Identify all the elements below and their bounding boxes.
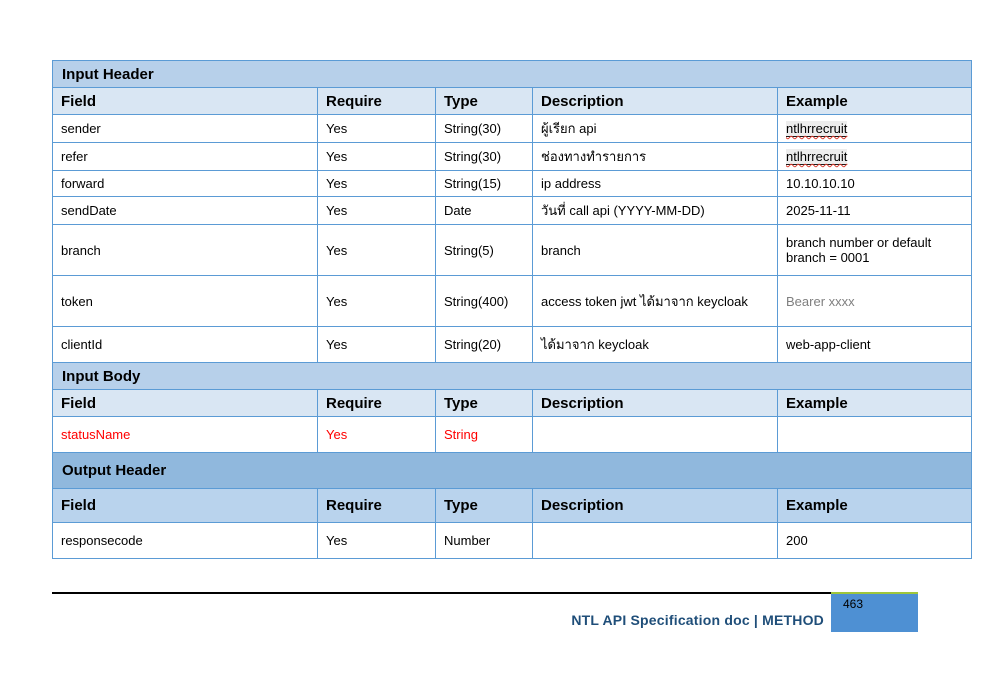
table-row [53, 276, 972, 327]
column-header-type: Type [436, 88, 533, 115]
cell-field: sender [53, 115, 318, 143]
cell-description [533, 523, 778, 559]
cell-example: branch number or default branch = 0001 [778, 225, 972, 276]
table-row [53, 327, 972, 363]
section-title-output-header: Output Header [53, 453, 972, 489]
cell-require: Yes [318, 417, 436, 453]
cell-type: String(400) [436, 276, 533, 327]
example-value: Bearer xxxx [786, 293, 855, 309]
cell-require: Yes [318, 276, 436, 327]
footer-title: NTL API Specification doc | METHOD [571, 612, 824, 628]
cell-description: branch [533, 225, 778, 276]
cell-require: Yes [318, 115, 436, 143]
cell-example [778, 115, 972, 143]
cell-type: String [436, 417, 533, 453]
spec-table-body [53, 61, 972, 559]
cell-field: responsecode [53, 523, 318, 559]
cell-example: 2025-11-11 [778, 197, 972, 225]
cell-field: forward [53, 171, 318, 197]
page-number: 463 [843, 597, 864, 611]
cell-example: 200 [778, 523, 972, 559]
column-header-require: Require [318, 390, 436, 417]
cell-require: Yes [318, 327, 436, 363]
cell-require: Yes [318, 523, 436, 559]
cell-example [778, 143, 972, 171]
cell-description: วันที่ call api (YYYY-MM-DD) [533, 197, 778, 225]
column-header-example: Example [778, 489, 972, 523]
cell-example [778, 417, 972, 453]
column-header-field: Field [53, 88, 318, 115]
cell-description: ช่องทางทำรายการ [533, 143, 778, 171]
column-header-require: Require [318, 88, 436, 115]
cell-example: 10.10.10.10 [778, 171, 972, 197]
cell-field: clientId [53, 327, 318, 363]
cell-description [533, 417, 778, 453]
cell-field: token [53, 276, 318, 327]
column-header-example: Example [778, 390, 972, 417]
section-title-input-body: Input Body [53, 363, 972, 390]
cell-require: Yes [318, 171, 436, 197]
cell-require: Yes [318, 143, 436, 171]
cell-example [778, 276, 972, 327]
column-header-description: Description [533, 390, 778, 417]
field-reference-link[interactable]: ntlhrrecruit [786, 149, 848, 164]
column-header-example: Example [778, 88, 972, 115]
table-row [53, 171, 972, 197]
section-title-input-header: Input Header [53, 61, 972, 88]
cell-field: refer [53, 143, 318, 171]
field-reference-link[interactable]: ntlhrrecruit [786, 121, 848, 136]
cell-description: ip address [533, 171, 778, 197]
api-spec-table [52, 60, 972, 559]
column-header-field: Field [53, 390, 318, 417]
footer-rule [52, 592, 831, 594]
column-header-type: Type [436, 390, 533, 417]
page-number-box [831, 592, 918, 632]
table-row [53, 523, 972, 559]
table-row [53, 115, 972, 143]
cell-type: String(20) [436, 327, 533, 363]
cell-field: branch [53, 225, 318, 276]
column-header-description: Description [533, 489, 778, 523]
table-row [53, 143, 972, 171]
cell-example: web-app-client [778, 327, 972, 363]
column-header-type: Type [436, 489, 533, 523]
cell-type: String(30) [436, 143, 533, 171]
column-header-field: Field [53, 489, 318, 523]
cell-type: String(30) [436, 115, 533, 143]
column-header-description: Description [533, 88, 778, 115]
cell-type: String(5) [436, 225, 533, 276]
cell-description: access token jwt ได้มาจาก keycloak [533, 276, 778, 327]
cell-require: Yes [318, 197, 436, 225]
cell-field: sendDate [53, 197, 318, 225]
table-row [53, 197, 972, 225]
table-row [53, 225, 972, 276]
cell-description: ผู้เรียก api [533, 115, 778, 143]
cell-type: Number [436, 523, 533, 559]
cell-require: Yes [318, 225, 436, 276]
cell-type: String(15) [436, 171, 533, 197]
cell-type: Date [436, 197, 533, 225]
cell-description: ได้มาจาก keycloak [533, 327, 778, 363]
table-row [53, 417, 972, 453]
cell-field: statusName [53, 417, 318, 453]
column-header-require: Require [318, 489, 436, 523]
